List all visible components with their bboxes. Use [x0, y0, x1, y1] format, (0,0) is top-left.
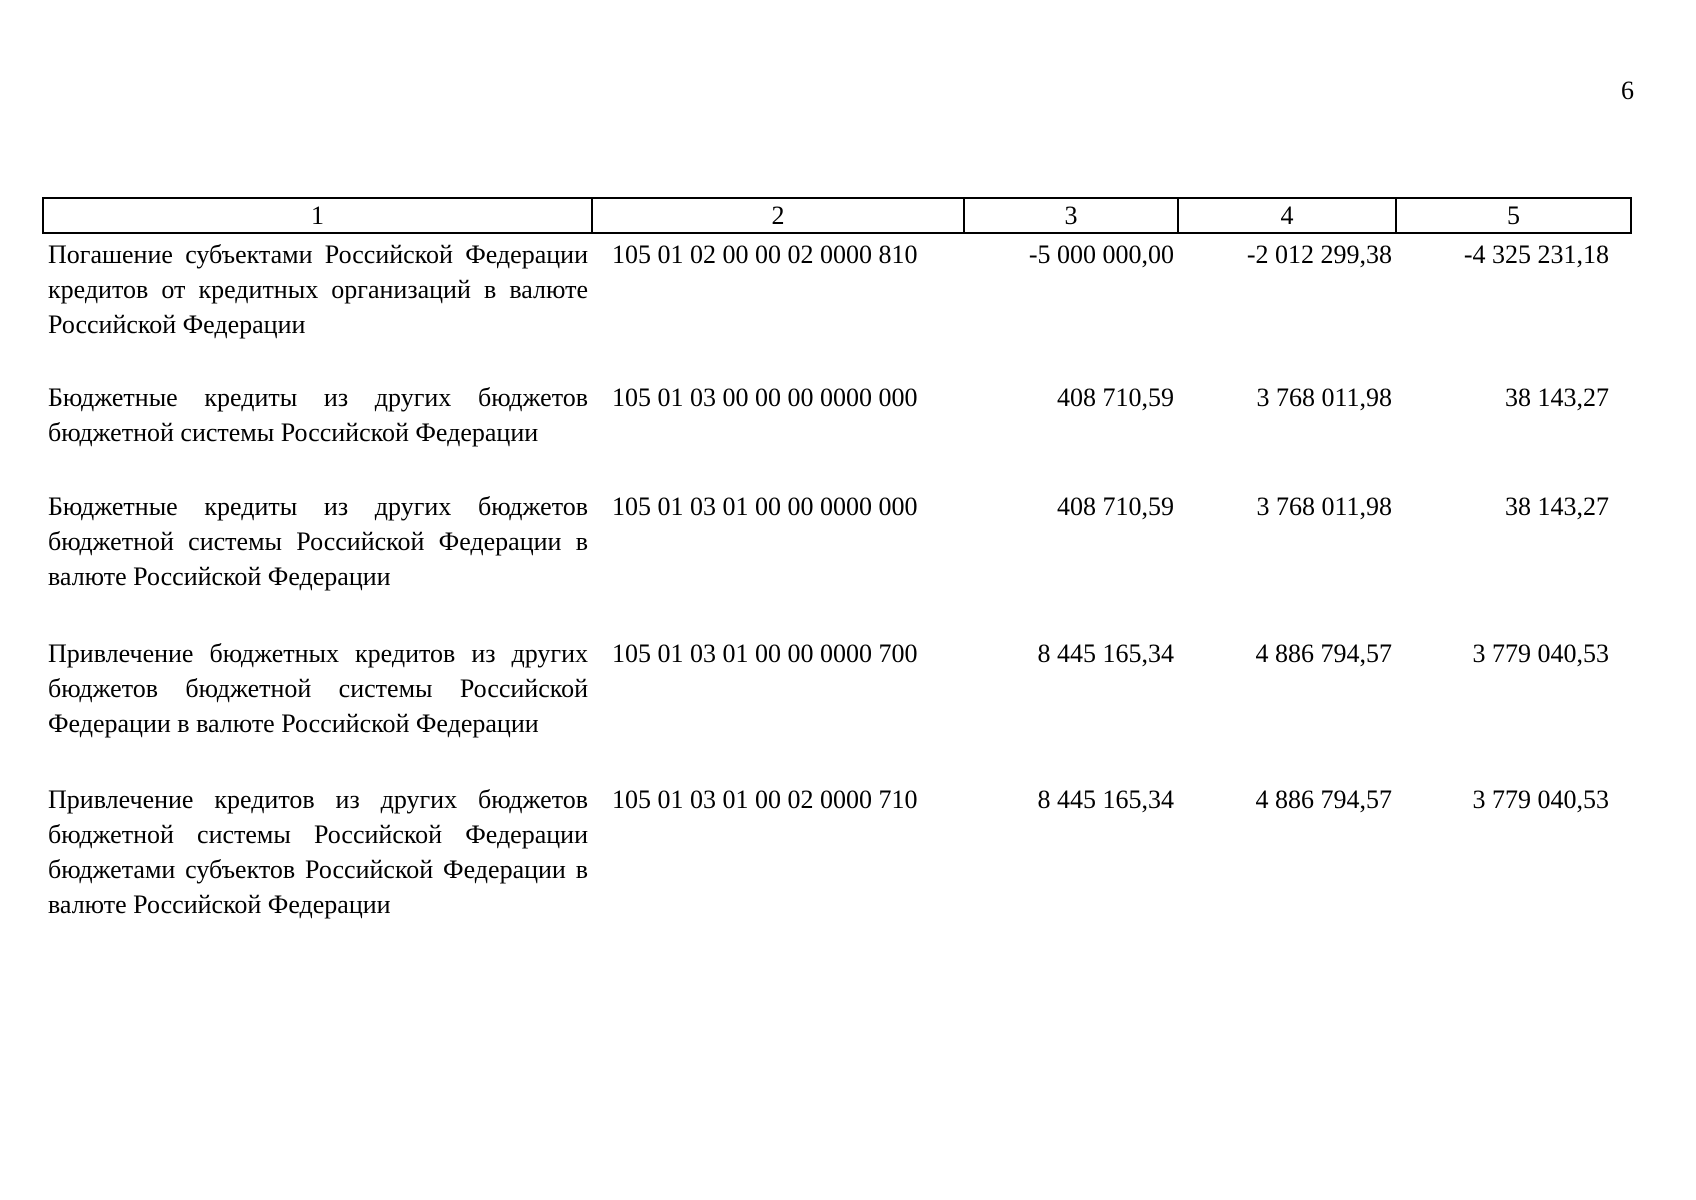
table-header — [43, 198, 1631, 233]
column-header-3: 3 — [964, 198, 1178, 233]
row-value-col3: 8 445 165,34 — [1037, 639, 1174, 668]
row-value-col5: 38 143,27 — [1505, 383, 1609, 412]
row-name: Привлечение кредитов из других бюджетов бюджетной системы Российской Федерации бюджетами субъектов Российской Федерации в валюте Российской Федерации — [48, 785, 588, 919]
row-value-col4: 3 768 011,98 — [1256, 492, 1392, 521]
row-value-col3: 8 445 165,34 — [1037, 785, 1174, 814]
column-header-4: 4 — [1178, 198, 1396, 233]
row-name: Привлечение бюджетных кредитов из других бюджетов бюджетной системы Российской Федерации в валюте Российской Федерации — [48, 639, 588, 738]
row-value-col3: 408 710,59 — [1057, 383, 1174, 412]
row-value-col5: 38 143,27 — [1505, 492, 1609, 521]
header-row — [43, 198, 1631, 233]
row-value-col4: 4 886 794,57 — [1255, 785, 1392, 814]
table-row — [43, 636, 1631, 782]
table-row — [43, 380, 1631, 489]
table-body — [43, 233, 1631, 927]
row-code: 105 01 03 01 00 00 0000 000 — [612, 492, 918, 521]
column-header-2: 2 — [592, 198, 964, 233]
table-row — [43, 782, 1631, 927]
row-code: 105 01 02 00 00 02 0000 810 — [612, 240, 918, 269]
row-value-col3: -5 000 000,00 — [1028, 240, 1174, 269]
row-value-col5: 3 779 040,53 — [1472, 785, 1609, 814]
row-value-col5: -4 325 231,18 — [1463, 240, 1609, 269]
column-header-5: 5 — [1396, 198, 1631, 233]
table-row — [43, 233, 1631, 380]
row-name: Бюджетные кредиты из других бюджетов бюджетной системы Российской Федерации — [48, 383, 588, 447]
row-name: Бюджетные кредиты из других бюджетов бюджетной системы Российской Федерации в валюте Российской Федерации — [48, 492, 588, 591]
row-value-col5: 3 779 040,53 — [1472, 639, 1609, 668]
column-header-1: 1 — [43, 198, 592, 233]
row-name: Погашение субъектами Российской Федерации кредитов от кредитных организаций в валюте Российской Федерации — [48, 240, 588, 339]
row-value-col4: 3 768 011,98 — [1256, 383, 1392, 412]
row-value-col4: -2 012 299,38 — [1246, 240, 1392, 269]
row-code: 105 01 03 01 00 00 0000 700 — [612, 639, 918, 668]
row-code: 105 01 03 01 00 02 0000 710 — [612, 785, 918, 814]
table-row — [43, 489, 1631, 636]
row-code: 105 01 03 00 00 00 0000 000 — [612, 383, 918, 412]
row-value-col4: 4 886 794,57 — [1255, 639, 1392, 668]
row-value-col3: 408 710,59 — [1057, 492, 1174, 521]
budget-sources-table — [42, 197, 1632, 927]
page-number: 6 — [1621, 76, 1634, 105]
